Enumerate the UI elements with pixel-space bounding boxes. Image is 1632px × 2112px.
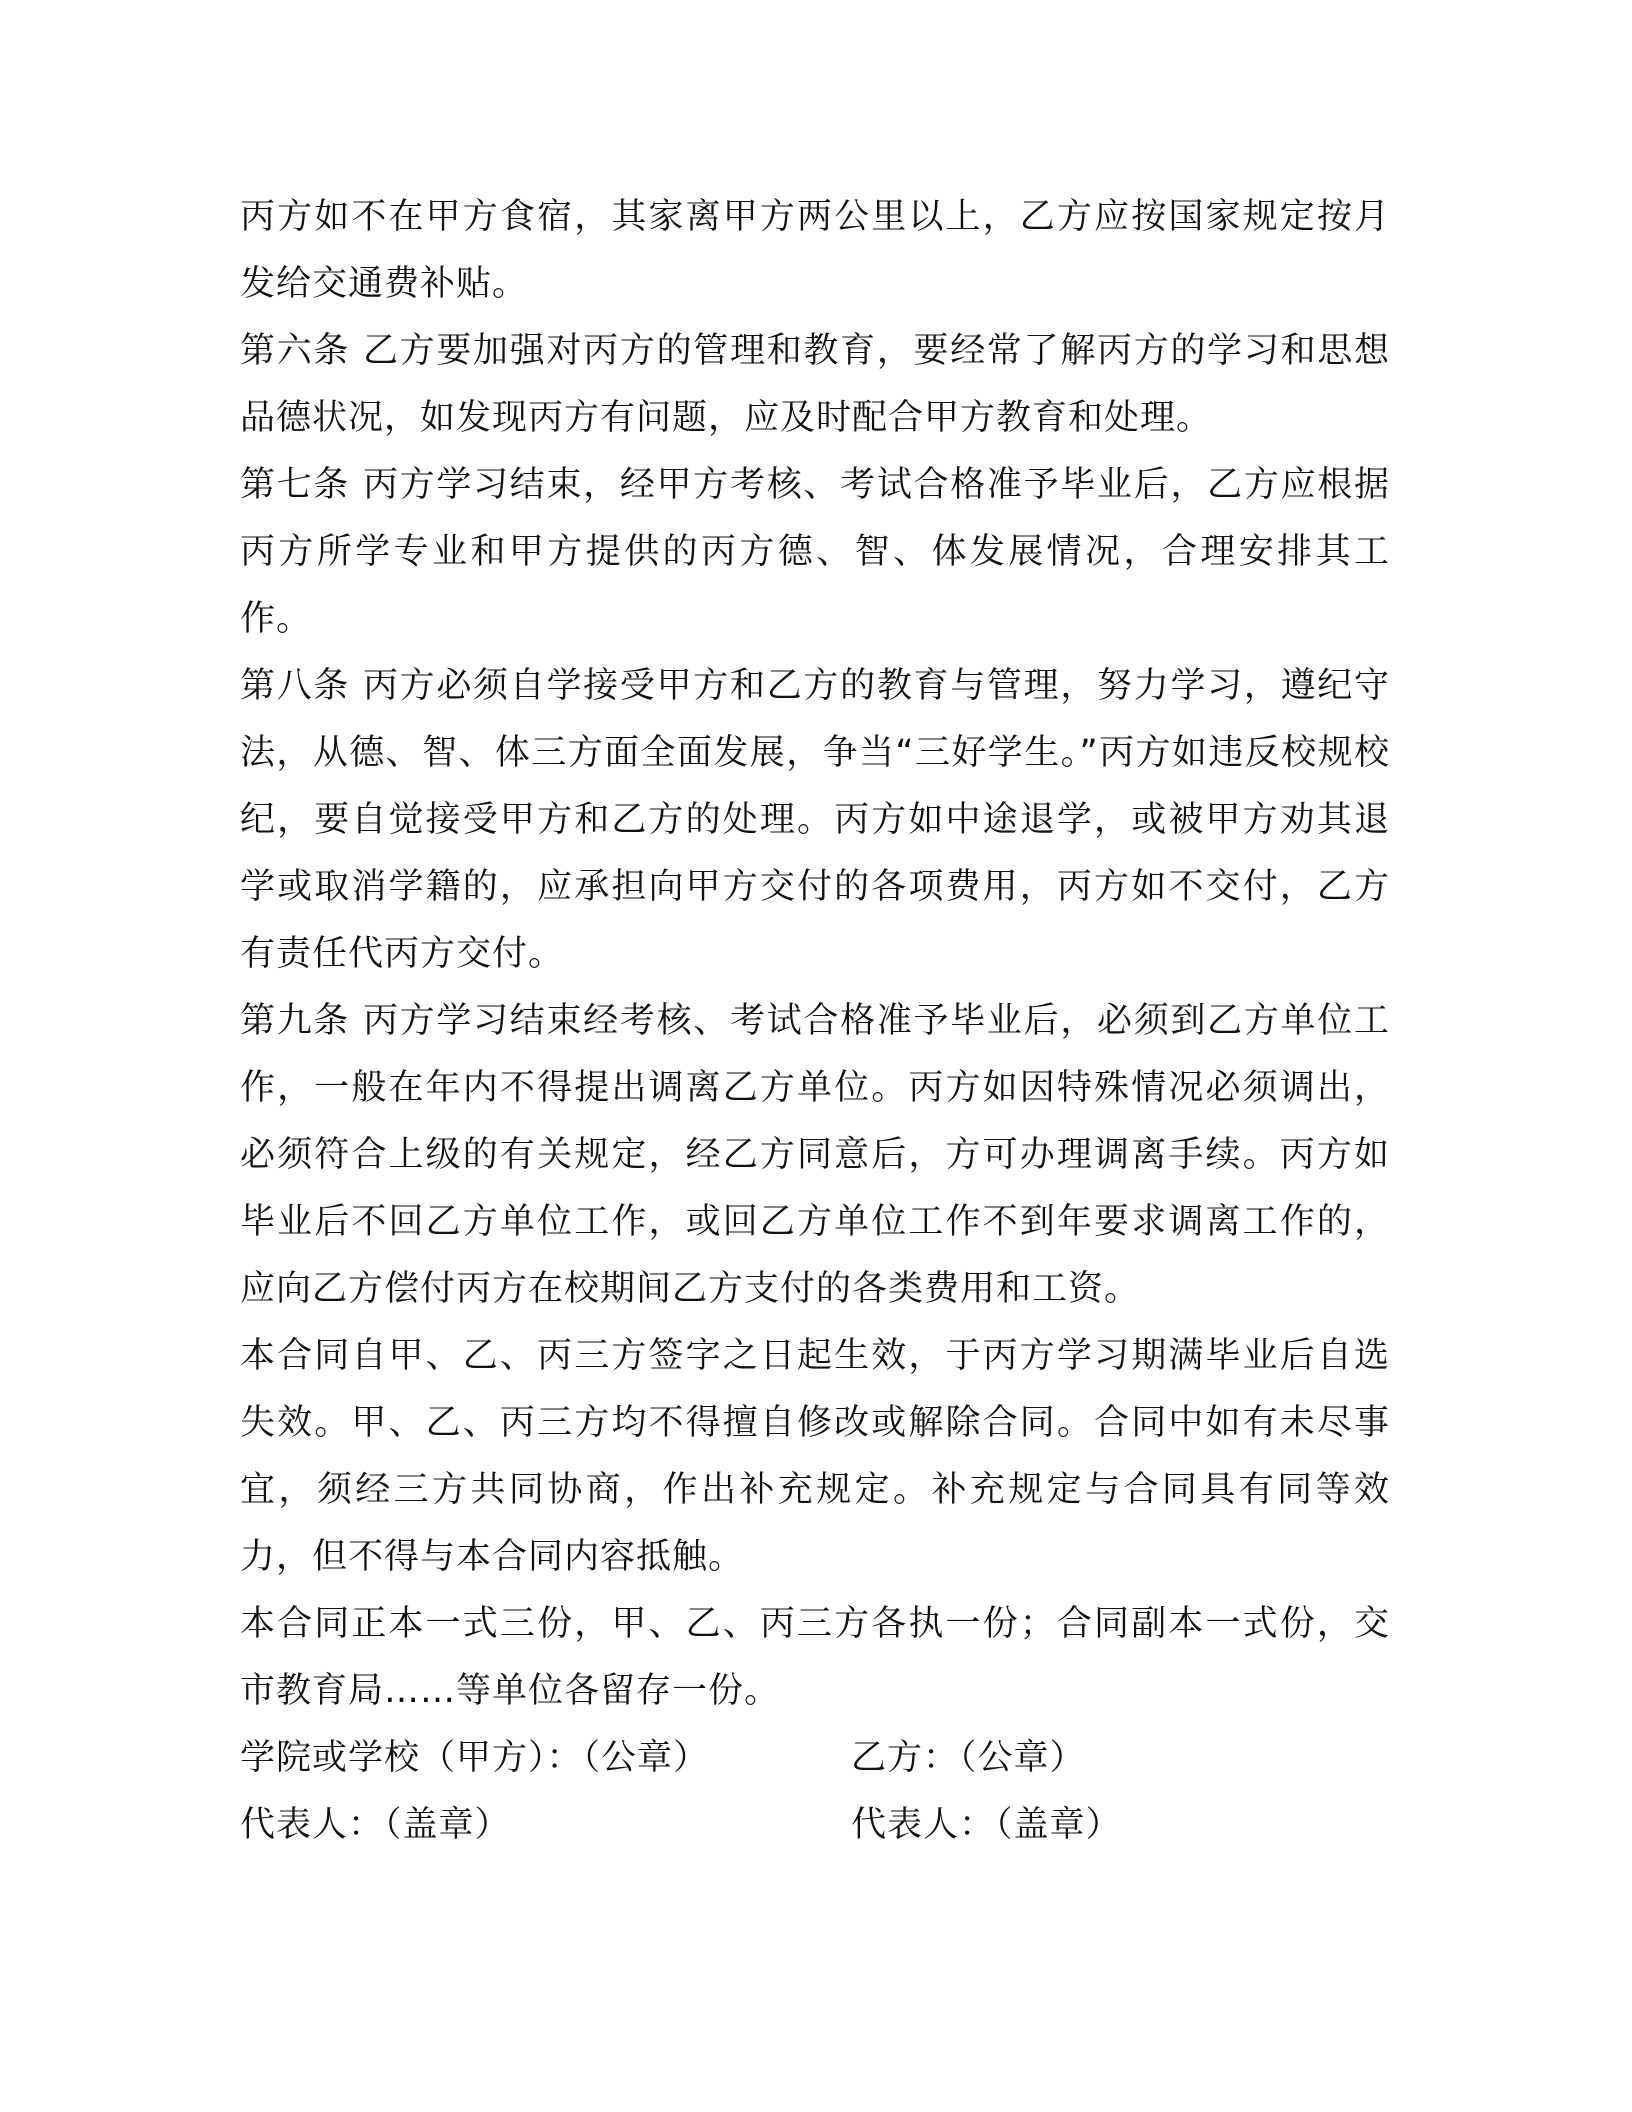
contract-body [240,184,1390,1725]
party-b-representative-label: 代表人：（盖章） [851,1805,1122,1845]
paragraph-article-7: 第七条 丙方学习结束，经甲方考核、考试合格准予毕业后，乙方应根据丙方所学专业和甲方提供的丙方德、智、体发展情况，合理安排其工作。 [240,465,1390,639]
party-a-representative-label: 代表人：（盖章） [240,1805,511,1845]
paragraph-copies: 本合同正本一式三份，甲、乙、丙三方各执一份；合同副本一式份，交市教育局……等单位各留存一份。 [240,1604,1390,1711]
party-a-seal-label: 学院或学校（甲方）：（公章） [240,1738,710,1778]
signature-row-representative [240,1792,1390,1859]
paragraph-article-9: 第九条 丙方学习结束经考核、考试合格准予毕业后，必须到乙方单位工作，一般在年内不得提出调离乙方单位。丙方如因特殊情况必须调出，必须符合上级的有关规定，经乙方同意后，方可办理调离手续。丙方如毕业后不回乙方单位工作，或回乙方单位工作不到年要求调离工作的，应向乙方偿付丙方在校期间乙方支付的各类费用和工资。 [240,1001,1390,1309]
paragraph-article-6: 第六条 乙方要加强对丙方的管理和教育，要经常了解丙方的学习和思想品德状况，如发现丙方有问题，应及时配合甲方教育和处理。 [240,331,1390,438]
signature-block [240,1725,1390,1859]
paragraph-article-8: 第八条 丙方必须自学接受甲方和乙方的教育与管理，努力学习，遵纪守法，从德、智、体三方面全面发展，争当“三好学生。”丙方如违反校规校纪，要自觉接受甲方和乙方的处理。丙方如中途退学，或被甲方劝其退学或取消学籍的，应承担向甲方交付的各项费用，丙方如不交付，乙方有责任代丙方交付。 [240,666,1390,974]
party-b-seal-label: 乙方：（公章） [851,1738,1086,1778]
paragraph-effectiveness: 本合同自甲、乙、丙三方签字之日起生效，于丙方学习期满毕业后自选失效。甲、乙、丙三方均不得擅自修改或解除合同。合同中如有未尽事宜，须经三方共同协商，作出补充规定。补充规定与合同具有同等效力，但不得与本合同内容抵触。 [240,1336,1390,1577]
signature-row-seal [240,1725,1390,1792]
paragraph-transport-subsidy: 丙方如不在甲方食宿，其家离甲方两公里以上，乙方应按国家规定按月发给交通费补贴。 [240,197,1390,304]
